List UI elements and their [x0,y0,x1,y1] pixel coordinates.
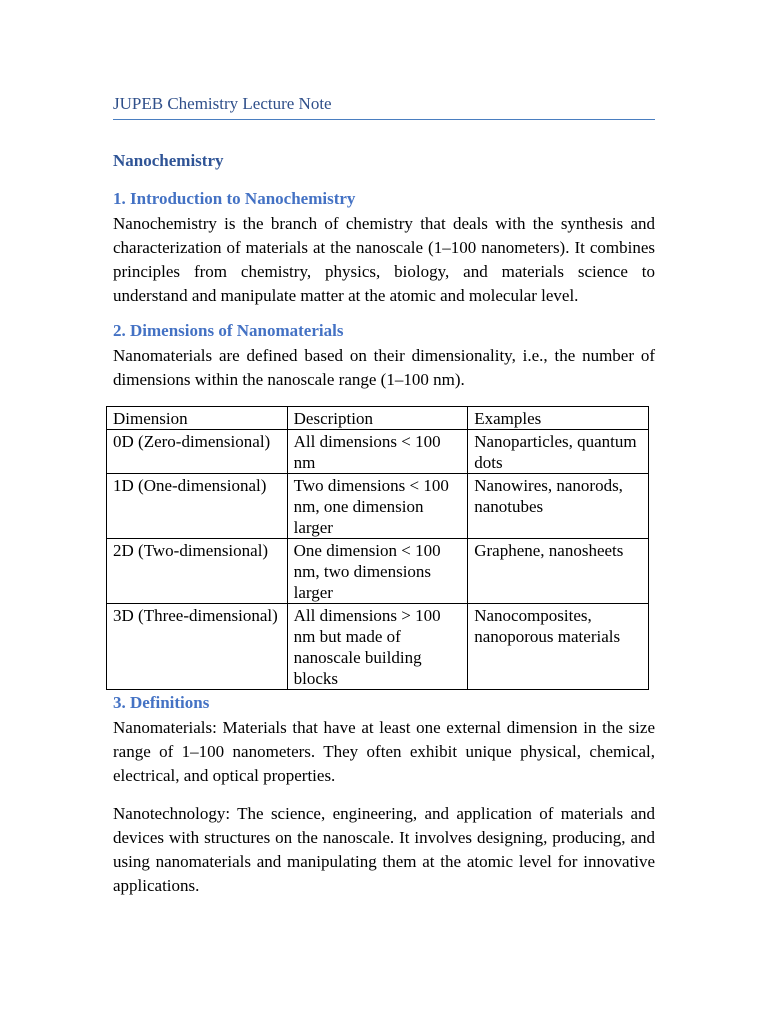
dimensions-table [106,406,649,690]
running-header: JUPEB Chemistry Lecture Note [113,94,332,113]
table-cell: 3D (Three-dimensional) [107,604,288,690]
table-cell: Graphene, nanosheets [468,539,649,604]
section-heading: 3. Definitions [113,693,210,712]
table-cell: 1D (One-dimensional) [107,474,288,539]
table-cell: Two dimensions < 100 nm, one dimension larger [287,474,468,539]
header-divider [113,119,655,120]
table-row [107,539,649,604]
section-introduction [113,188,655,308]
section-paragraph: Nanomaterials: Materials that have at least one external dimension in the size range of 1–100 nanometers. They often exhibit unique physical, chemical, electrical, and optical properties. [113,718,655,785]
table-header-cell: Description [287,407,468,430]
table-cell: 0D (Zero-dimensional) [107,430,288,474]
table-row [107,474,649,539]
table-cell: Nanocomposites, nanoporous materials [468,604,649,690]
table-row [107,430,649,474]
table-cell: Nanoparticles, quantum dots [468,430,649,474]
table-cell: Nanowires, nanorods, nanotubes [468,474,649,539]
table-cell: 2D (Two-dimensional) [107,539,288,604]
document-title-block [113,150,655,172]
table-cell: One dimension < 100 nm, two dimensions larger [287,539,468,604]
section-dimensions [113,320,655,392]
table-header-cell: Examples [468,407,649,430]
table-header-cell: Dimension [107,407,288,430]
section-heading: 2. Dimensions of Nanomaterials [113,321,344,340]
document-title: Nanochemistry [113,151,224,170]
section-paragraph: Nanochemistry is the branch of chemistry that deals with the synthesis and characterization of materials at the nanoscale (1–100 nanometers). It combines principles from chemistry, physics, biology, and materials science to understand and manipulate matter at the atomic and molecular level. [113,214,655,305]
table-header-row [107,407,649,430]
section-definitions [113,692,655,898]
section-paragraph: Nanomaterials are defined based on their dimensionality, i.e., the number of dimensions within the nanoscale range (1–100 nm). [113,346,655,389]
section-paragraph: Nanotechnology: The science, engineering, and application of materials and devices with structures on the nanoscale. It involves designing, producing, and using nanomaterials and manipulating them at the atomic level for innovative applications. [113,804,655,895]
table-row [107,604,649,690]
table-cell: All dimensions > 100 nm but made of nanoscale building blocks [287,604,468,690]
section-heading: 1. Introduction to Nanochemistry [113,189,356,208]
table-cell: All dimensions < 100 nm [287,430,468,474]
